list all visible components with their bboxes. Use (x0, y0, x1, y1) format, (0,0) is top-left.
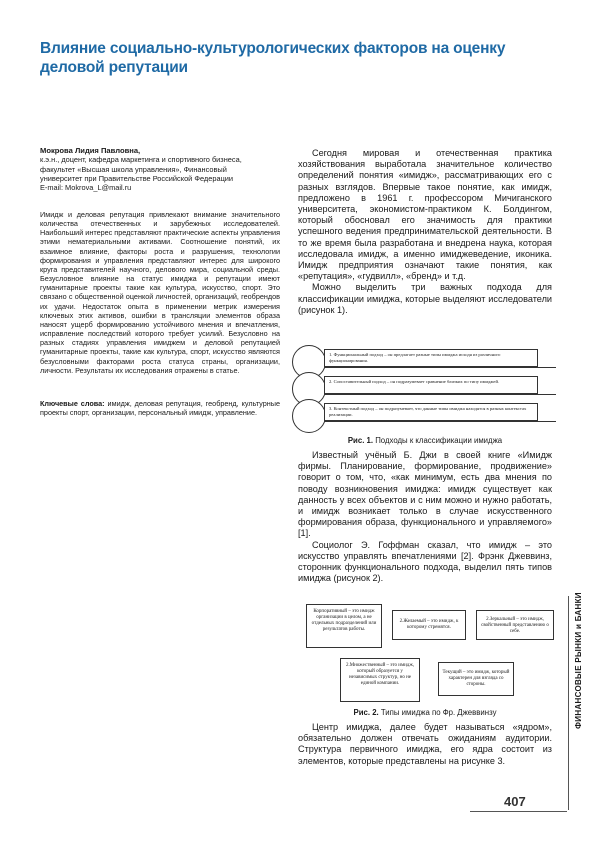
connector-line (324, 367, 556, 368)
journal-section-text: ФИНАНСОВЫЕ РЫНКИ и БАНКИ (573, 591, 583, 729)
page-number-rule (470, 811, 567, 812)
figure-1 (286, 343, 556, 433)
figure-2-caption (298, 708, 552, 718)
journal-section-label (571, 560, 585, 760)
caption-text: Типы имиджа по Фр. Джеввинзу (380, 708, 497, 717)
keywords (40, 399, 280, 417)
paragraph: Можно выделить три важных подхода для классификации имиджа, которые выделяют исследователи (рисунок 1). (298, 282, 552, 315)
approach-box: 1. Функциональный подход – он предлагает разные типы имиджа исходя из различного функционирования. (324, 349, 538, 367)
image-type-box: 2.Желаемый – это имидж, к которому стремятся. (392, 610, 466, 640)
image-type-box: 2.Зеркальный – это имидж, свойственный представлению о себе. (476, 610, 554, 640)
abstract: Имидж и деловая репутация привлекают внимание значительного количества отечественных и зарубежных исследователей. Наибольший интерес представляют практические аспекты управления этими нематериальными активами. Соотношение понятий, их взаимное влияние, факторы роста и разрушения, технологии формирования и управления представляют интерес для широкого круга представителей научного, делового мира, социальной среды. Безусловное влияние на статус имиджа и репутации имеют гуманитарные проекты такие как культура, искусство, спорт. Это связано с общественной оценкой личностей, организаций, геобрендов их удачи. Недостаток опыта в применении метрик измерения ключевых этих активов, ошибки в трансляции элементов образа наносят ущерб формированию устойчивого мнения и впечатления, исправление последствий которого требует усилий. Безусловно на разных стадиях управления имиджем и деловой репутацией гуманитарные проекты, такие как культура, спорт, искусство являются безусловными факторами роста статуса страны, организации, личности. Результаты их исследования отражены в статье. (40, 210, 280, 375)
figure-1-caption (298, 436, 552, 446)
side-divider (568, 596, 569, 810)
approach-circle (292, 399, 326, 433)
connector-line (324, 394, 556, 395)
author-name: Мокрова Лидия Павловна, (40, 146, 141, 155)
body-section-1 (298, 148, 552, 316)
image-type-box: 2.Множественный – это имидж, который образуется у независимых структур, но не единой компании. (340, 658, 420, 702)
caption-label: Рис. 1. (347, 436, 374, 445)
image-type-box: Корпоративный – это имидж организации в целом, а не отдельных подразделений или результатов работы. (306, 604, 382, 648)
figure-2 (298, 598, 560, 706)
approach-box: 3. Контекстный подход – он подразумевает, что данные типы имиджа находятся в разных контекстах реализации. (324, 403, 538, 421)
body-section-3 (298, 722, 552, 767)
image-type-box: Текущий – это имидж, который характерен для взгляда со стороны. (438, 662, 514, 696)
caption-label: Рис. 2. (353, 708, 379, 717)
keywords-label: Ключевые слова: (40, 399, 105, 408)
paragraph: Известный учёный Б. Джи в своей книге «Имидж фирмы. Планирование, формирование, продвижение» говорит о том, что, «как минимум, есть два мнения по поводу возникновения имиджа: имидж существует как данность у всех объектов и с ним можно и нужно работать, и имидж возникает только в случае искусственного формирования образа, функционального и управляемого» [1]. (298, 450, 552, 539)
author-affiliation-line: факультет «Высшая школа управления», Финансовый (40, 164, 227, 174)
author-affiliation-line: к.э.н., доцент, кафедра маркетинга и спортивного бизнеса, (40, 155, 242, 165)
page-number: 407 (504, 794, 526, 809)
author-affiliation-line: университет при Правительстве Российской Федерации (40, 173, 234, 183)
approach-box: 2. Сопоставительный подход – он подразумевает сравнение близких по типу имиджей. (324, 376, 538, 394)
keywords-text: имидж, деловая репутация, геобренд, культурные проекты спорт, организации, персональный имидж, управление. (40, 399, 281, 418)
connector-line (324, 421, 556, 422)
article-title: Влияние социально-культурологических факторов на оценку деловой репутации (40, 40, 506, 76)
paragraph: Сегодня мировая и отечественная практика хозяйствования выработала значительное количество определений понятия «имидж», рассматривающих его с разных взглядов. Впервые такое понятие, как имидж, предложено в 1961 г. профессором Мичиганского университета, экономистом-практиком К. Болдингом, который обосновал его значимость для практики успешного ведения предпринимательской деятельности. В то же время была разработана и внедрена наука, которая исследовала имидж, а именно имиджеведение, иконика. Имидж предприятия означают такие понятия, как «репутация», «гудвилл», «бренд» и т.д. (298, 148, 552, 282)
paragraph: Социолог Э. Гоффман сказал, что имидж – это искусство управлять впечатлениями [2]. Фрэнк Джеввинз, сторонник функционального подхода, выделил пять типов имиджа (рисунок 2). (298, 539, 552, 584)
body-section-2 (298, 450, 552, 584)
author-email[interactable]: E-mail: Mokrova_L@mail.ru (40, 183, 132, 193)
author-block (40, 146, 280, 192)
caption-text: Подходы к классификации имиджа (375, 436, 503, 445)
paragraph: Центр имиджа, далее будет называться «ядром», обязательно должен отвечать ожиданиям аудитории. Структура первичного имиджа, его ядра состоит из элементов, которые представлены на рисунке 3. (298, 722, 552, 766)
